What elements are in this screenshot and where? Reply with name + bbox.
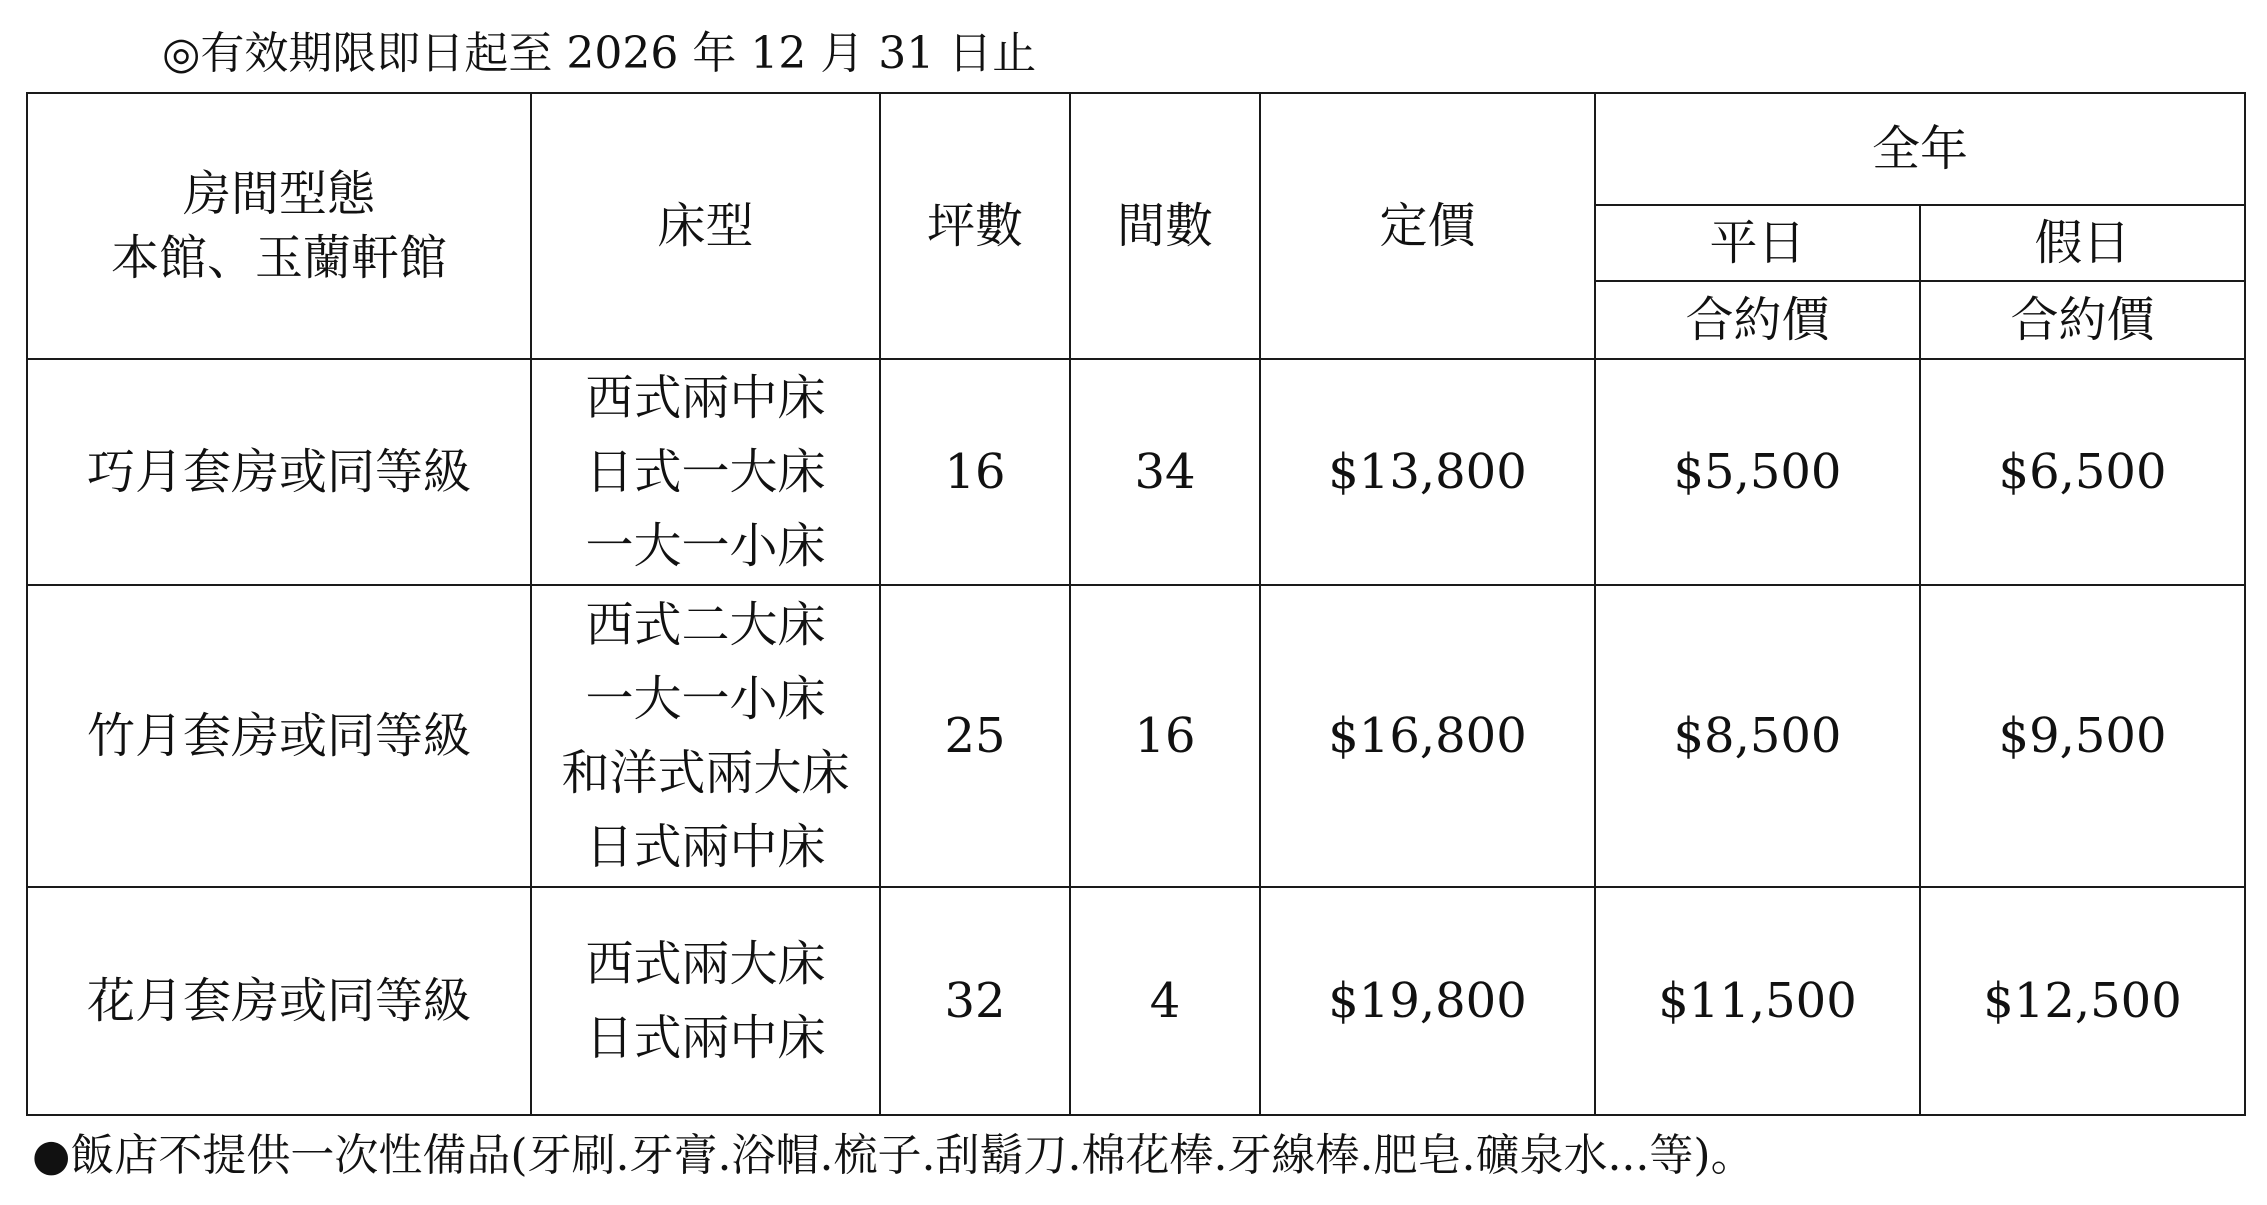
header-room-type — [27, 93, 531, 359]
room-size: 16 — [880, 359, 1070, 585]
holiday-price: $9,500 — [1920, 585, 2245, 887]
list-price: $16,800 — [1260, 585, 1595, 887]
bed-type: 日式一大床 — [585, 444, 826, 500]
header-weekday-contract: 合約價 — [1595, 281, 1920, 359]
room-name: 花月套房或同等級 — [27, 887, 531, 1115]
table-row — [27, 585, 2245, 887]
bed-types — [531, 585, 880, 887]
header-weekday: 平日 — [1595, 205, 1920, 281]
header-holiday: 假日 — [1920, 205, 2245, 281]
header-holiday-contract: 合約價 — [1920, 281, 2245, 359]
list-price: $13,800 — [1260, 359, 1595, 585]
room-count: 16 — [1070, 585, 1260, 887]
header-room-type-line2: 本館、玉蘭軒館 — [110, 230, 447, 286]
header-full-year: 全年 — [1595, 93, 2245, 205]
table-row — [27, 887, 2245, 1115]
bed-types — [531, 359, 880, 585]
header-list-price: 定價 — [1260, 93, 1595, 359]
holiday-price: $12,500 — [1920, 887, 2245, 1115]
weekday-price: $11,500 — [1595, 887, 1920, 1115]
table-row — [27, 359, 2245, 585]
header-bed-type: 床型 — [531, 93, 880, 359]
list-price: $19,800 — [1260, 887, 1595, 1115]
rate-table — [26, 92, 2246, 1116]
bed-type: 西式兩大床 — [585, 936, 826, 992]
bed-type: 西式二大床 — [585, 597, 826, 653]
header-room-type-line1: 房間型態 — [182, 166, 375, 222]
amenities-footnote: ●飯店不提供一次性備品(牙刷.牙膏.浴帽.梳子.刮鬍刀.棉花棒.牙線棒.肥皂.礦泉水...等)。 — [32, 1130, 1755, 1181]
bed-type: 日式兩中床 — [585, 819, 826, 875]
weekday-price: $5,500 — [1595, 359, 1920, 585]
weekday-price: $8,500 — [1595, 585, 1920, 887]
room-size: 32 — [880, 887, 1070, 1115]
holiday-price: $6,500 — [1920, 359, 2245, 585]
room-count: 34 — [1070, 359, 1260, 585]
validity-note: ◎有效期限即日起至 2026 年 12 月 31 日止 — [162, 28, 1037, 79]
header-size: 坪數 — [880, 93, 1070, 359]
bed-type: 西式兩中床 — [585, 370, 826, 426]
bed-type: 日式兩中床 — [585, 1010, 826, 1066]
bed-type: 一大一小床 — [585, 671, 826, 727]
bed-types — [531, 887, 880, 1115]
room-size: 25 — [880, 585, 1070, 887]
room-name: 竹月套房或同等級 — [27, 585, 531, 887]
room-name: 巧月套房或同等級 — [27, 359, 531, 585]
bed-type: 和洋式兩大床 — [561, 745, 850, 801]
room-count: 4 — [1070, 887, 1260, 1115]
header-room-count: 間數 — [1070, 93, 1260, 359]
bed-type: 一大一小床 — [585, 518, 826, 574]
